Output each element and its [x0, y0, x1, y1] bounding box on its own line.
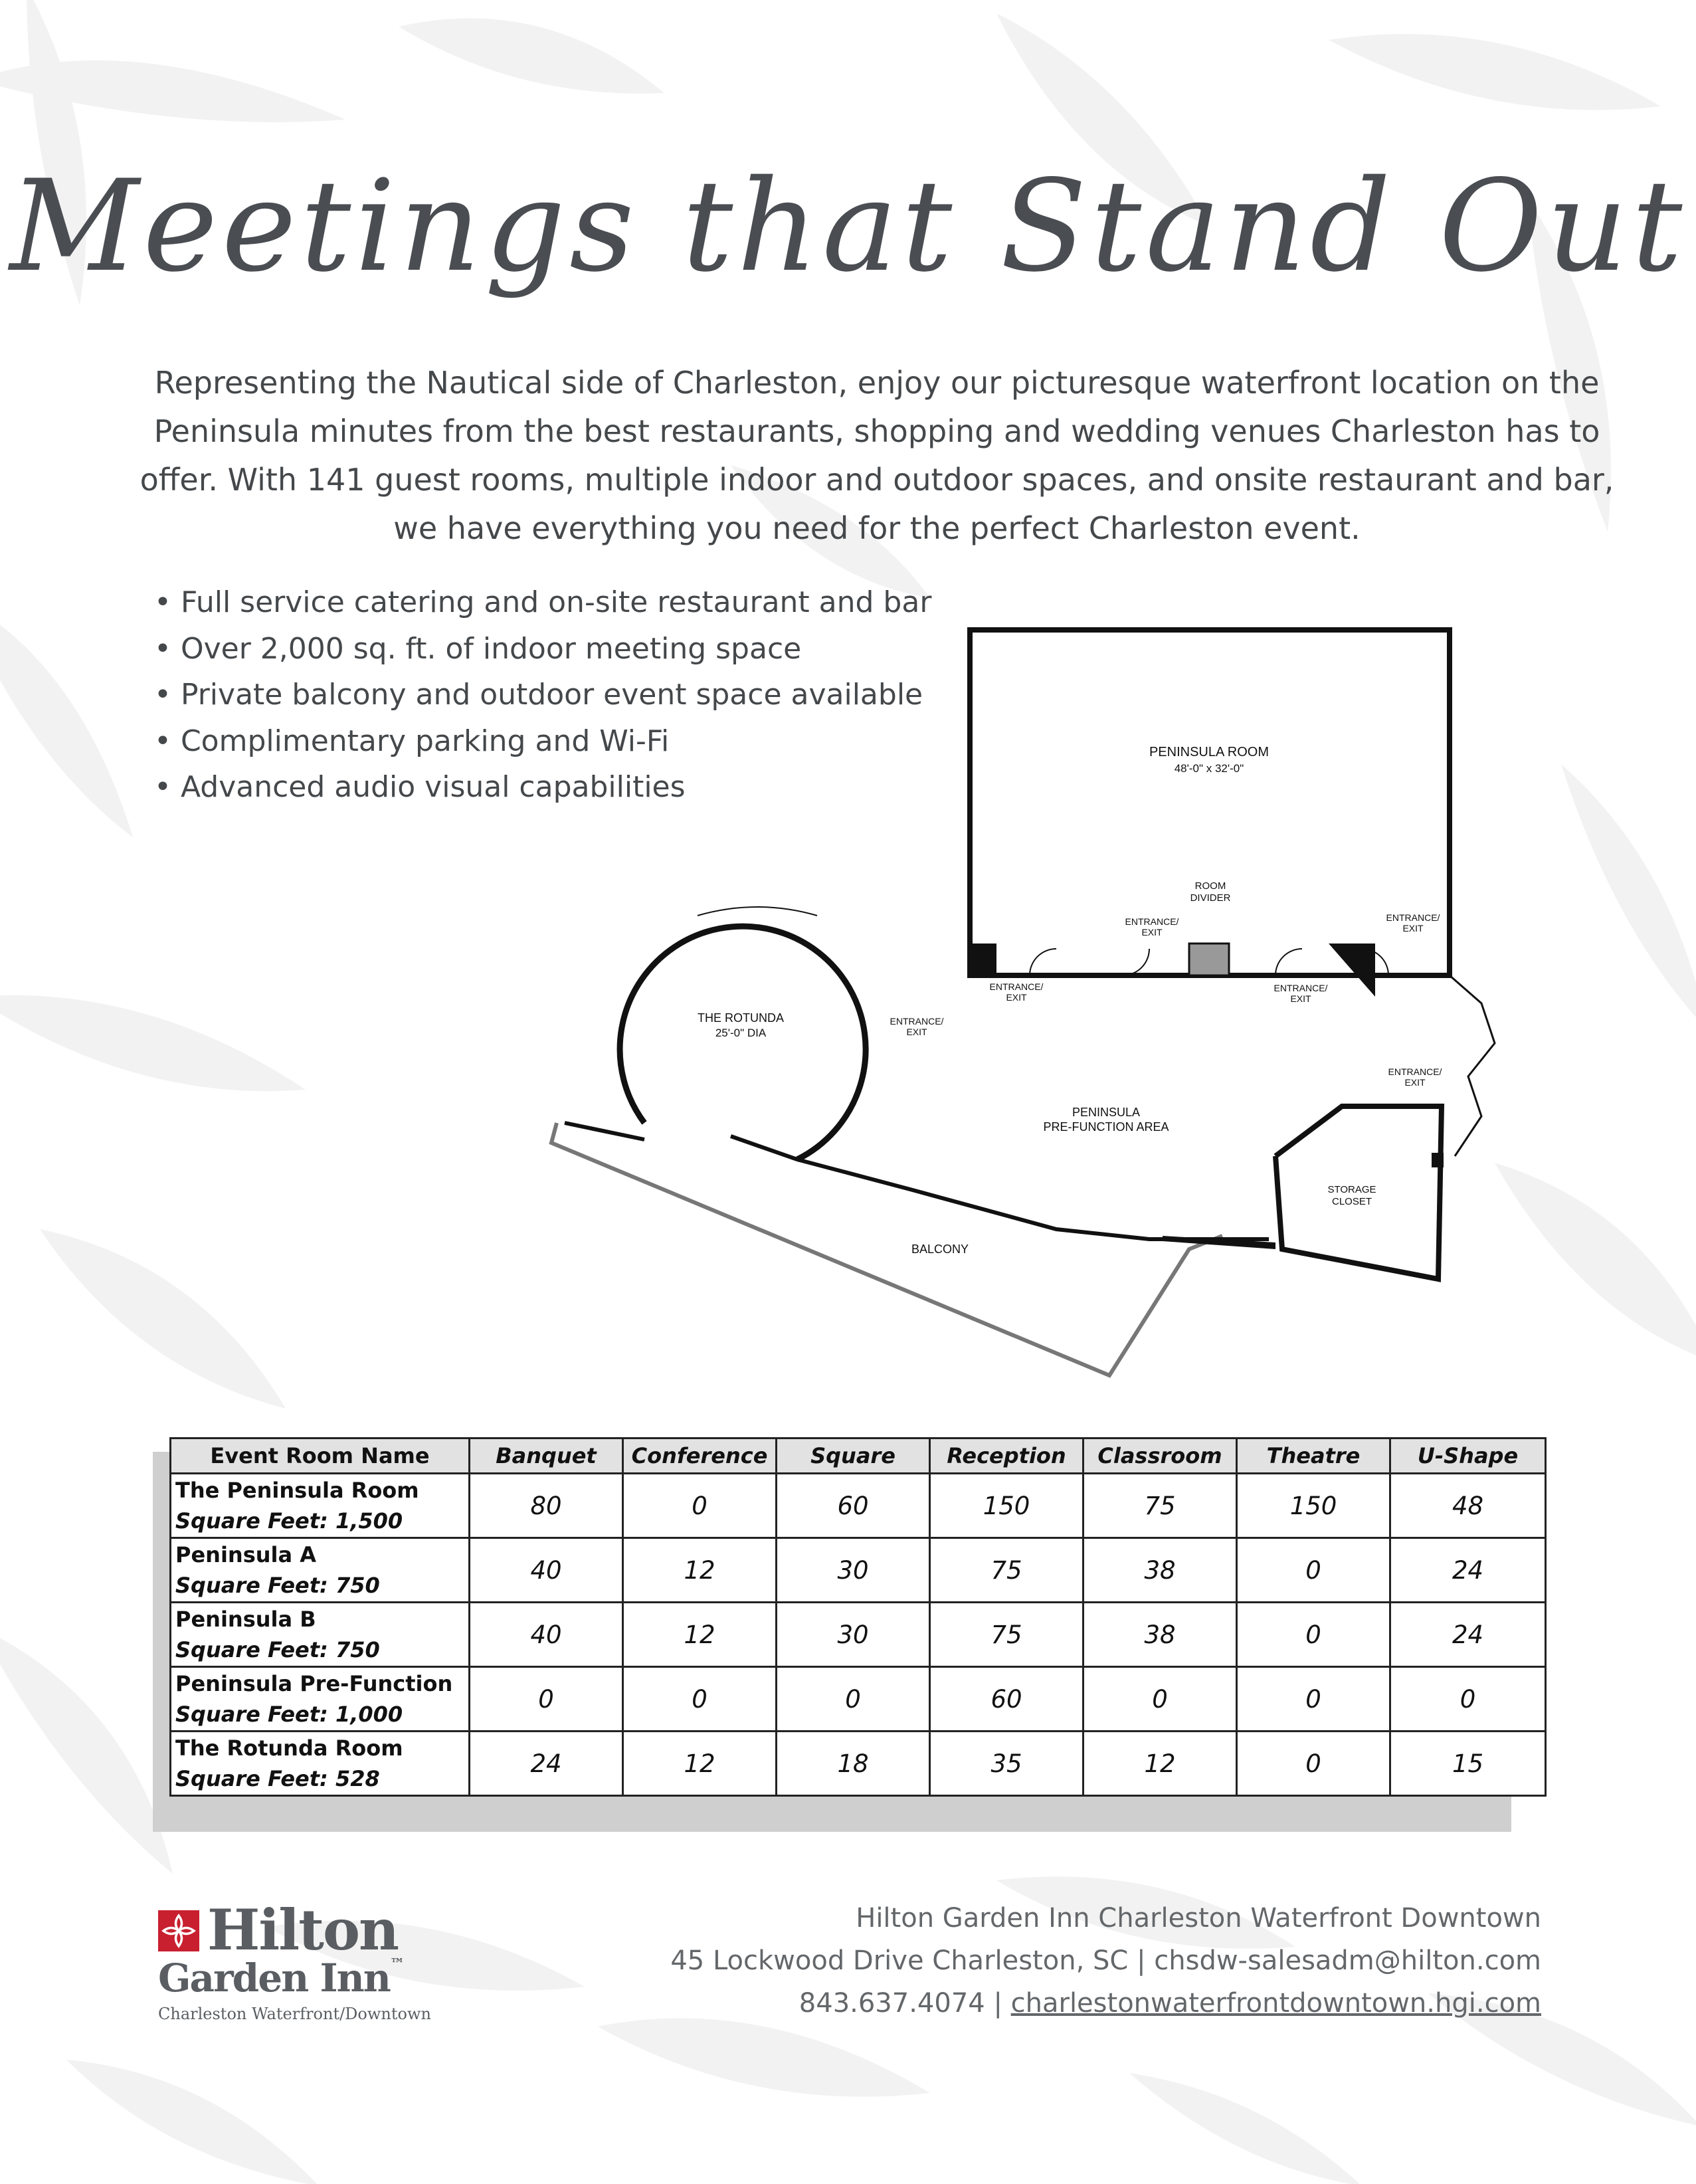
email-link[interactable]: chsdw-salesadm@hilton.com [1154, 1945, 1541, 1976]
table-cell: 75 [930, 1603, 1084, 1667]
room-name-cell [171, 1474, 470, 1538]
table-cell: 0 [1084, 1667, 1237, 1732]
table-cell: 12 [623, 1732, 777, 1796]
table-cell: 12 [1084, 1732, 1237, 1796]
table-cell: 48 [1390, 1474, 1546, 1538]
table-cell: 75 [930, 1538, 1084, 1603]
table-cell: 24 [1390, 1538, 1546, 1603]
table-cell: 15 [1390, 1732, 1546, 1796]
entrance-label: ENTRANCE/ [1273, 983, 1328, 993]
table-cell: 0 [470, 1667, 623, 1732]
table-row [171, 1538, 1546, 1603]
exit-label: EXIT [906, 1027, 927, 1037]
brand-name-hilton: Hilton [207, 1897, 399, 1963]
table-row [171, 1667, 1546, 1732]
table-cell: 0 [623, 1474, 777, 1538]
door-swing [1123, 949, 1149, 975]
room-name: The Rotunda Room [175, 1736, 403, 1761]
table-cell: 60 [930, 1667, 1084, 1732]
column-header: Reception [930, 1439, 1084, 1474]
entrance-label: ENTRANCE/ [1125, 916, 1179, 927]
room-square-feet: Square Feet: 1,000 [175, 1702, 403, 1727]
table-cell: 150 [1237, 1474, 1390, 1538]
wall-block [1432, 1153, 1444, 1167]
room-square-feet: Square Feet: 1,500 [175, 1508, 403, 1534]
table-cell: 80 [470, 1474, 623, 1538]
storage-label: STORAGE [1327, 1184, 1376, 1195]
intro-paragraph: Representing the Nautical side of Charleston, enjoy our picturesque waterfront location on the Peninsula minutes from the best restaurants, shopping and wedding venues Charleston has to offer. With 141 guest rooms, multiple indoor and outdoor spaces, and onsite restaurant and bar, we have everything you need for the perfect Charleston event. [140, 365, 1614, 546]
separator: | [993, 1988, 1002, 2019]
column-header: Square [777, 1439, 930, 1474]
floor-plan-diagram [538, 611, 1548, 1389]
hotel-name: Hilton Garden Inn Charleston Waterfront Downtown [856, 1903, 1541, 1934]
peninsula-room-label: PENINSULA ROOM [1149, 745, 1270, 759]
contact-info [670, 1897, 1541, 2025]
table-cell: 24 [470, 1732, 623, 1796]
room-name: Peninsula B [175, 1607, 316, 1632]
table-row [171, 1474, 1546, 1538]
rotunda-stage [698, 907, 817, 916]
exit-label: EXIT [1404, 1077, 1426, 1088]
room-square-feet: Square Feet: 528 [175, 1766, 380, 1791]
address: 45 Lockwood Drive Charleston, SC [670, 1945, 1129, 1976]
column-header: Theatre [1237, 1439, 1390, 1474]
brand-name-garden-inn [158, 1955, 403, 2001]
room-name-cell [171, 1667, 470, 1732]
website-link[interactable]: charlestonwaterfrontdowntown.hgi.com [1010, 1988, 1541, 2019]
column-header: Event Room Name [171, 1439, 470, 1474]
peninsula-room-outline [970, 630, 1450, 975]
feature-item: • Advanced audio visual capabilities [154, 764, 951, 811]
capacity-table [169, 1437, 1547, 1797]
room-name: The Peninsula Room [175, 1478, 419, 1503]
room-name-cell [171, 1732, 470, 1796]
entrance-label: ENTRANCE/ [989, 981, 1044, 992]
table-cell: 0 [1237, 1603, 1390, 1667]
room-name: Peninsula A [175, 1542, 316, 1567]
door-swing [1450, 975, 1495, 1156]
entrance-label: ENTRANCE/ [1386, 912, 1440, 923]
door-swing [1030, 949, 1056, 975]
room-square-feet: Square Feet: 750 [175, 1637, 380, 1662]
balcony-label: BALCONY [911, 1242, 969, 1256]
table-cell: 40 [470, 1603, 623, 1667]
hilton-garden-inn-logo [158, 1897, 450, 2023]
balcony-railing [565, 1123, 1269, 1239]
phone-line [670, 1982, 1541, 2025]
table-row [171, 1603, 1546, 1667]
table-cell: 38 [1084, 1538, 1237, 1603]
feature-item: • Complimentary parking and Wi-Fi [154, 718, 951, 765]
table-cell: 40 [470, 1538, 623, 1603]
table-cell: 0 [1237, 1667, 1390, 1732]
rotunda-label: THE ROTUNDA [698, 1011, 784, 1025]
table-header-row [171, 1439, 1546, 1474]
table-cell: 38 [1084, 1603, 1237, 1667]
table-cell: 0 [623, 1667, 777, 1732]
table-cell: 30 [777, 1538, 930, 1603]
peninsula-room-dimensions: 48'-0" x 32'-0" [1174, 762, 1244, 775]
table-cell: 0 [1237, 1732, 1390, 1796]
rotunda-dimensions: 25'-0" DIA [715, 1027, 767, 1039]
feature-item: • Over 2,000 sq. ft. of indoor meeting space [154, 626, 951, 672]
address-line [670, 1939, 1541, 1982]
exit-label: EXIT [1006, 992, 1027, 1003]
door-swing [1275, 949, 1302, 975]
feature-item: • Full service catering and on-site restaurant and bar [154, 579, 951, 626]
wall-block [1329, 943, 1375, 997]
table-cell: 0 [1237, 1538, 1390, 1603]
table-cell: 0 [1390, 1667, 1546, 1732]
column-header: Conference [623, 1439, 777, 1474]
prefunction-label: PRE-FUNCTION AREA [1043, 1120, 1169, 1134]
page-title: Meetings that Stand Out [9, 153, 1687, 300]
brand-name-garden-inn-text: Garden Inn [158, 1955, 390, 2001]
table-cell: 0 [777, 1667, 930, 1732]
flower-logo-icon [158, 1910, 199, 1951]
table-cell: 12 [623, 1603, 777, 1667]
entrance-label: ENTRANCE/ [890, 1016, 944, 1027]
rotunda-outline [620, 926, 866, 1159]
entrance-label: ENTRANCE/ [1388, 1066, 1442, 1077]
separator: | [1137, 1945, 1146, 1976]
column-header: Banquet [470, 1439, 623, 1474]
column-header: Classroom [1084, 1439, 1237, 1474]
room-name: Peninsula Pre-Function [175, 1671, 453, 1696]
table-cell: 60 [777, 1474, 930, 1538]
table-cell: 75 [1084, 1474, 1237, 1538]
room-name-cell [171, 1538, 470, 1603]
room-divider-label: ROOM [1194, 880, 1226, 892]
room-square-feet: Square Feet: 750 [175, 1573, 380, 1598]
room-name-cell [171, 1603, 470, 1667]
trademark-symbol: ™ [389, 1955, 403, 1973]
table-cell: 150 [930, 1474, 1084, 1538]
table-cell: 12 [623, 1538, 777, 1603]
capacity-table-container [169, 1437, 1545, 1797]
balcony-outline [551, 1123, 1222, 1375]
table-cell: 35 [930, 1732, 1084, 1796]
column-header: U-Shape [1390, 1439, 1546, 1474]
exit-label: EXIT [1290, 993, 1311, 1004]
brand-location: Charleston Waterfront/Downtown [158, 2005, 431, 2023]
table-cell: 18 [777, 1732, 930, 1796]
feature-item: • Private balcony and outdoor event space available [154, 672, 951, 718]
room-divider-label: DIVIDER [1190, 892, 1231, 904]
prefunction-label: PENINSULA [1072, 1106, 1141, 1119]
table-row [171, 1732, 1546, 1796]
storage-label: CLOSET [1331, 1196, 1372, 1207]
wall-block [970, 943, 996, 975]
exit-label: EXIT [1402, 923, 1424, 934]
phone-number[interactable]: 843.637.4074 [799, 1988, 985, 2019]
table-cell: 30 [777, 1603, 930, 1667]
exit-label: EXIT [1141, 927, 1163, 938]
table-cell: 24 [1390, 1603, 1546, 1667]
room-divider-block [1189, 943, 1229, 975]
